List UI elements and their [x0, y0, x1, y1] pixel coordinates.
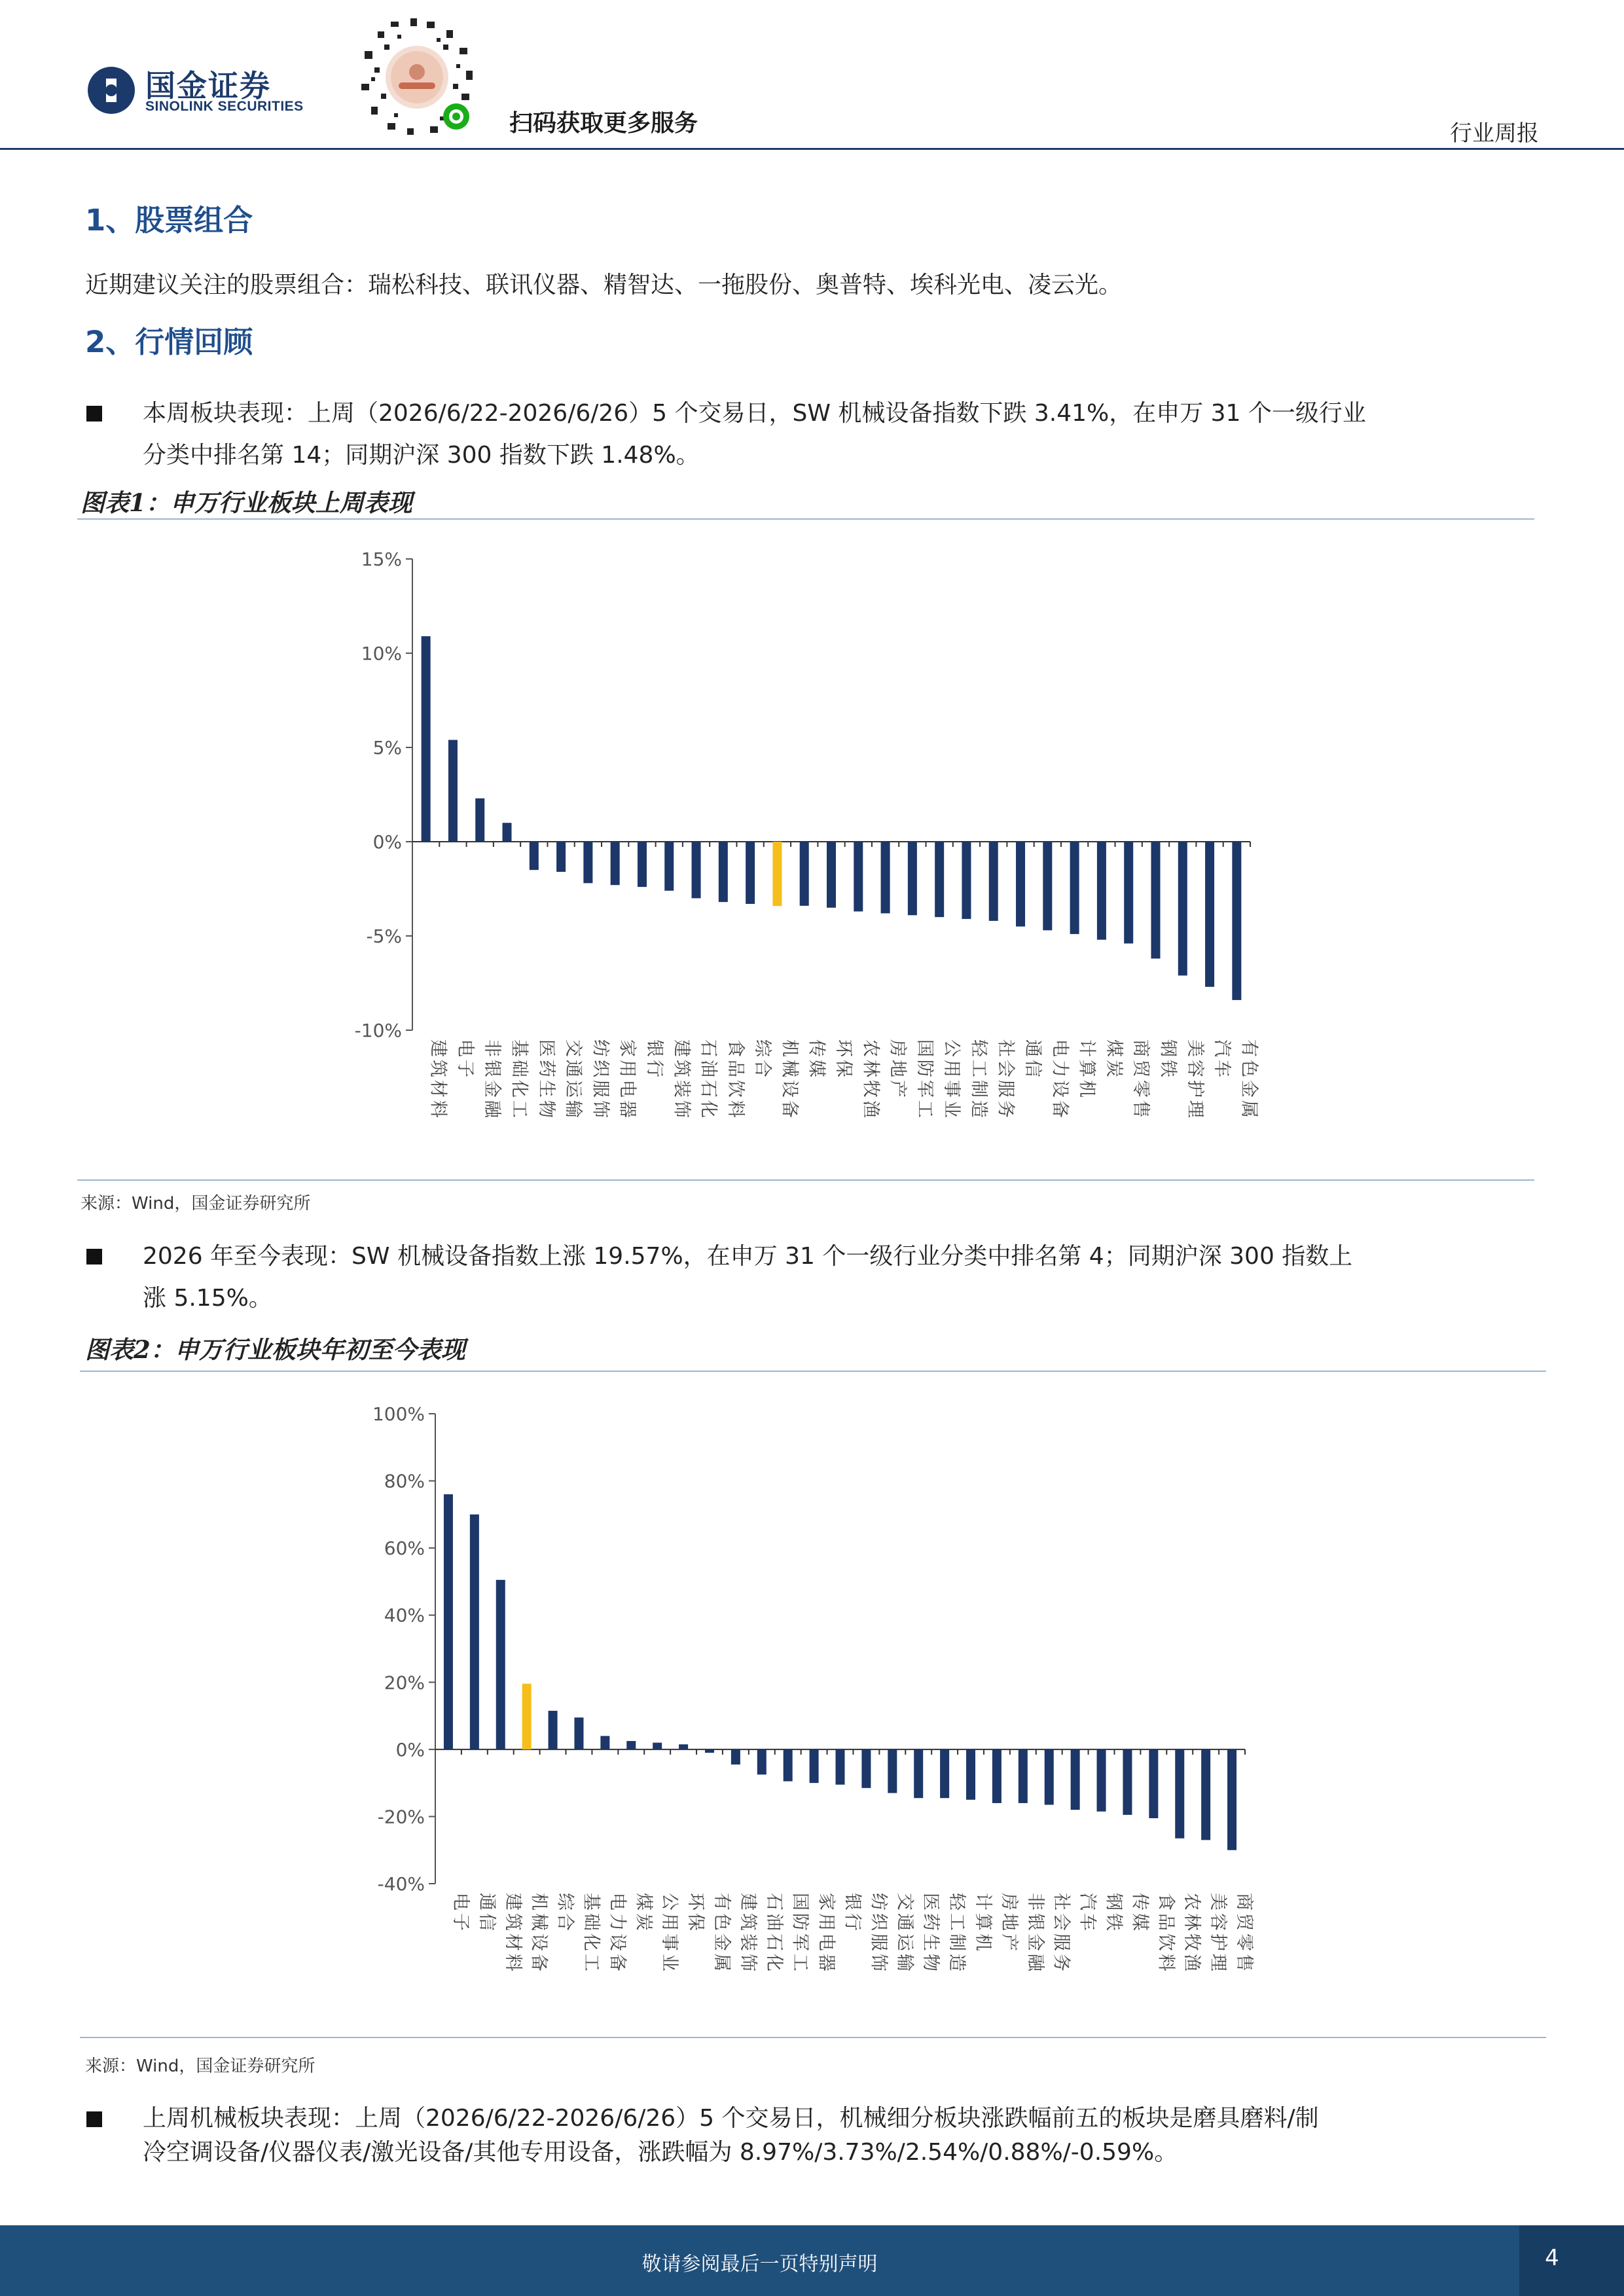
bar [422, 636, 431, 842]
category-label: 建筑材料 [502, 1893, 523, 1974]
category-label: 房地产 [887, 1039, 908, 1100]
category-label: 有色金属 [711, 1893, 732, 1974]
bar [638, 842, 647, 887]
weekly-performance-line2: 分类中排名第 14；同期沪深 300 指数下跌 1.48%。 [143, 442, 700, 469]
logo-cn-text: 国金证券 [145, 68, 271, 103]
bar [881, 842, 890, 913]
category-label: 银行 [842, 1893, 863, 1933]
bar [861, 1749, 871, 1788]
bar [962, 842, 971, 919]
bar [1045, 1749, 1054, 1805]
bar [992, 1749, 1001, 1803]
category-label: 商贸零售 [1234, 1893, 1255, 1974]
category-label: 非银金融 [482, 1039, 503, 1121]
category-label: 机械设备 [779, 1039, 800, 1121]
bar [1175, 1749, 1184, 1839]
machinery-segment-line1: 上周机械板块表现：上周（2026/6/22-2026/6/26）5 个交易日，机械细分板块涨跌幅前五的板块是磨具磨料/制 [143, 2105, 1319, 2132]
qr-code-icon [352, 12, 482, 143]
category-label: 社会服务 [1051, 1893, 1072, 1974]
weekly-bar-chart [327, 537, 1283, 1158]
bar [549, 1711, 558, 1749]
bar [1123, 1749, 1132, 1815]
category-label: 交通运输 [563, 1039, 584, 1121]
ytd-performance-line1: 2026 年至今表现：SW 机械设备指数上涨 19.57%，在申万 31 个一级行业分类中排名第 4；同期沪深 300 指数上 [143, 1243, 1353, 1270]
bar [1201, 1749, 1210, 1840]
bar [1227, 1749, 1236, 1850]
bar [1019, 1749, 1028, 1803]
bar [475, 798, 484, 842]
bar [503, 823, 512, 842]
bar [935, 842, 944, 917]
category-label: 公用事业 [941, 1039, 962, 1121]
figure-2-bottom-rule [80, 2037, 1546, 2038]
machinery-segment-line2: 冷空调设备/仪器仪表/激光设备/其他专用设备，涨跌幅为 8.97%/3.73%/2.54%/0.88%/-0.59%。 [143, 2139, 1178, 2166]
bar [522, 1683, 532, 1749]
category-label: 食品饮料 [1155, 1893, 1176, 1974]
y-tick-label: -20% [377, 1806, 425, 1828]
bar [600, 1736, 609, 1749]
category-label: 商贸零售 [1130, 1039, 1151, 1121]
bar [746, 842, 755, 904]
bar [719, 842, 728, 902]
bar [731, 1749, 740, 1765]
report-type: 行业周报 [1450, 120, 1539, 147]
category-label: 交通运输 [894, 1893, 915, 1974]
category-label: 综合 [554, 1893, 575, 1933]
category-label: 石油石化 [698, 1039, 719, 1121]
bar [664, 842, 674, 891]
bar [1205, 842, 1214, 987]
bar [836, 1749, 845, 1785]
bar [583, 842, 592, 883]
bar [1124, 842, 1133, 944]
figure-2-top-rule [80, 1371, 1546, 1372]
y-tick-label: 60% [384, 1537, 425, 1560]
category-label: 基础化工 [581, 1893, 602, 1974]
bar [914, 1749, 923, 1798]
bar [854, 842, 863, 912]
category-label: 传媒 [1129, 1893, 1150, 1933]
category-label: 家用电器 [617, 1039, 638, 1121]
bar [908, 842, 917, 915]
category-label: 电子 [450, 1893, 471, 1933]
y-tick-label: -5% [366, 925, 402, 947]
y-tick-label: 0% [372, 831, 402, 853]
category-label: 非银金融 [1024, 1893, 1045, 1974]
figure-1-top-rule [77, 518, 1534, 520]
bar [1043, 842, 1052, 930]
y-tick-label: 40% [384, 1604, 425, 1626]
category-label: 公用事业 [659, 1893, 680, 1974]
category-label: 建筑材料 [427, 1039, 448, 1121]
category-label: 石油石化 [763, 1893, 784, 1974]
figure-1-bottom-rule [77, 1179, 1534, 1181]
bar [705, 1749, 714, 1753]
category-label: 建筑装饰 [671, 1039, 692, 1121]
page-number: 4 [1545, 2245, 1559, 2271]
category-label: 国防军工 [789, 1893, 810, 1974]
category-label: 煤炭 [1103, 1039, 1124, 1080]
y-tick-label: 20% [384, 1672, 425, 1694]
category-label: 美容护理 [1208, 1893, 1229, 1974]
category-label: 医药生物 [920, 1893, 941, 1974]
figure-2-source: 来源：Wind，国金证券研究所 [85, 2056, 316, 2076]
category-label: 电力设备 [1049, 1039, 1070, 1121]
bar [556, 842, 566, 872]
bar [1097, 1749, 1106, 1812]
bar [692, 842, 701, 898]
bar [448, 740, 458, 842]
y-tick-label: 80% [384, 1470, 425, 1492]
bar [966, 1749, 975, 1800]
ytd-bar-chart [353, 1388, 1283, 2029]
category-label: 银行 [643, 1039, 664, 1080]
figure-1-source: 来源：Wind，国金证券研究所 [81, 1194, 311, 1213]
category-label: 汽车 [1077, 1893, 1098, 1933]
bullet-icon [86, 406, 102, 422]
y-tick-label: 5% [372, 737, 402, 759]
bar [470, 1515, 479, 1749]
category-label: 综合 [752, 1039, 773, 1080]
bar [757, 1749, 767, 1774]
bar [827, 842, 836, 908]
qr-code[interactable] [352, 12, 482, 143]
logo-en-text: SINOLINK SECURITIES [145, 99, 304, 114]
category-label: 纺织服饰 [868, 1893, 889, 1974]
category-label: 煤炭 [633, 1893, 654, 1933]
bar [1016, 842, 1025, 927]
y-tick-label: -10% [354, 1020, 402, 1041]
category-label: 房地产 [998, 1893, 1019, 1954]
y-tick-label: 100% [372, 1403, 425, 1425]
bar [1232, 842, 1241, 1000]
section-1-heading: 1、股票组合 [85, 203, 253, 238]
category-label: 计算机 [1076, 1039, 1097, 1100]
logo-mark-icon [85, 64, 137, 117]
header-divider [0, 148, 1624, 150]
y-tick-label: 0% [395, 1738, 425, 1761]
category-label: 农林牧渔 [860, 1039, 881, 1121]
bar [1178, 842, 1187, 975]
bar [810, 1749, 819, 1783]
footer-notice: 敬请参阅最后一页特别声明 [641, 2253, 878, 2276]
bullet-icon [86, 1249, 102, 1265]
bar [496, 1580, 505, 1749]
company-logo [85, 62, 321, 121]
bar [888, 1749, 897, 1793]
category-label: 计算机 [973, 1893, 994, 1954]
weekly-performance-line1: 本周板块表现：上周（2026/6/22-2026/6/26）5 个交易日，SW 机械设备指数下跌 3.41%，在申万 31 个一级行业 [143, 400, 1366, 427]
category-label: 传媒 [806, 1039, 827, 1080]
bar [1071, 1749, 1080, 1810]
category-label: 通信 [476, 1893, 497, 1933]
section-2-heading: 2、行情回顾 [85, 325, 253, 359]
category-label: 机械设备 [528, 1893, 549, 1974]
bar [1149, 1749, 1158, 1818]
bullet-icon [86, 2111, 102, 2127]
y-tick-label: -40% [377, 1873, 425, 1895]
y-tick-label: 15% [361, 548, 402, 570]
qr-caption: 扫码获取更多服务 [509, 110, 698, 137]
figure-2-title: 图表2：申万行业板块年初至今表现 [85, 1335, 465, 1364]
bar [940, 1749, 949, 1798]
bar [530, 842, 539, 870]
category-label: 汽车 [1212, 1039, 1233, 1080]
stock-portfolio-text: 近期建议关注的股票组合：瑞松科技、联讯仪器、精智达、一拖股份、奥普特、埃科光电、凌云光。 [85, 272, 1123, 298]
category-label: 家用电器 [816, 1893, 837, 1974]
category-label: 医药生物 [535, 1039, 556, 1121]
figure-1-title: 图表1：申万行业板块上周表现 [81, 488, 412, 517]
ytd-performance-line2: 涨 5.15%。 [143, 1285, 272, 1312]
category-label: 电力设备 [607, 1893, 628, 1974]
page-footer [0, 2225, 1624, 2296]
bar [772, 842, 782, 906]
bar [784, 1749, 793, 1782]
category-label: 轻工制造 [947, 1893, 967, 1974]
bar [444, 1494, 453, 1749]
category-label: 建筑装饰 [737, 1893, 758, 1974]
bar [1070, 842, 1079, 934]
category-label: 环保 [833, 1039, 854, 1080]
category-label: 有色金属 [1238, 1039, 1259, 1121]
category-label: 钢铁 [1157, 1039, 1178, 1080]
bar [800, 842, 809, 906]
category-label: 环保 [685, 1893, 706, 1933]
category-label: 纺织服饰 [590, 1039, 611, 1121]
category-label: 食品饮料 [725, 1039, 746, 1121]
category-label: 电子 [454, 1039, 475, 1080]
bar [989, 842, 998, 921]
bar [1097, 842, 1106, 940]
category-label: 钢铁 [1103, 1893, 1124, 1933]
category-label: 基础化工 [509, 1039, 530, 1121]
category-label: 国防军工 [914, 1039, 935, 1121]
bar [611, 842, 620, 885]
category-label: 轻工制造 [968, 1039, 989, 1121]
footer-page-block [1519, 2225, 1624, 2296]
bar [653, 1743, 662, 1749]
category-label: 美容护理 [1184, 1039, 1205, 1121]
category-label: 社会服务 [995, 1039, 1016, 1121]
bar [679, 1744, 688, 1749]
category-label: 通信 [1022, 1039, 1043, 1080]
bar [1151, 842, 1160, 959]
y-tick-label: 10% [361, 643, 402, 664]
bar [574, 1717, 583, 1749]
bar [626, 1741, 636, 1749]
category-label: 农林牧渔 [1182, 1893, 1202, 1974]
